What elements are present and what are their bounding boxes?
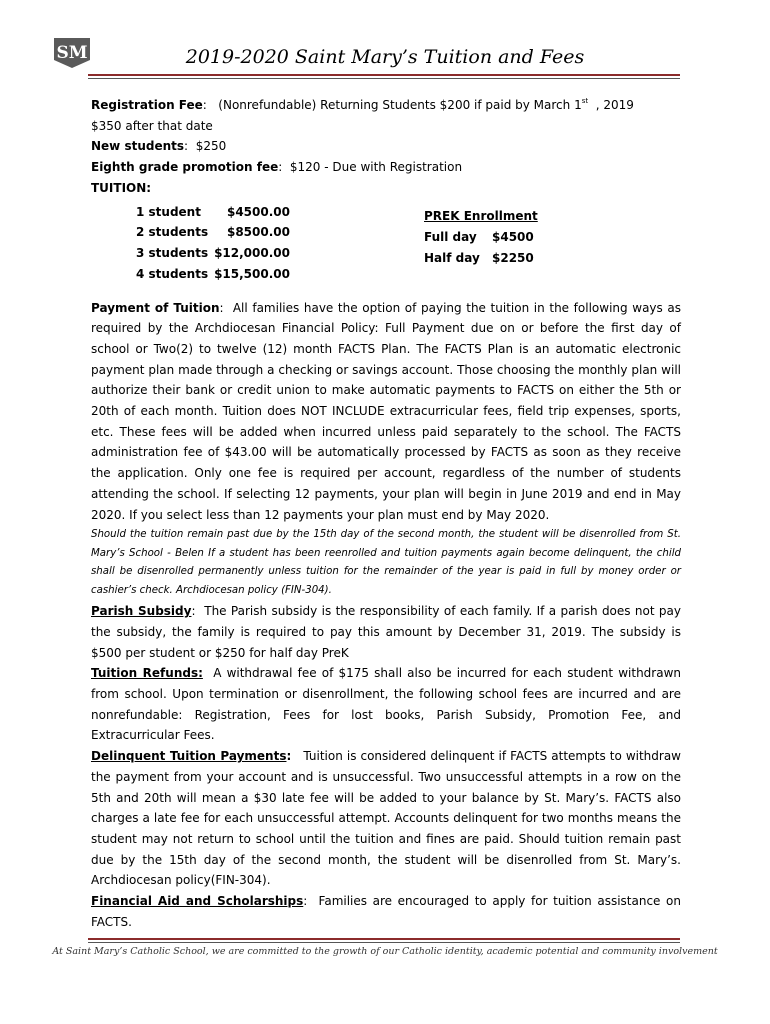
tuition-table	[136, 202, 290, 285]
eighth-grade-line: Eighth grade promotion fee: $120 - Due with Registration	[91, 160, 463, 175]
tuition-row: 2 students $8500.00	[136, 225, 290, 240]
new-students-label: New students	[91, 139, 185, 154]
refunds-label: Tuition Refunds:	[91, 666, 203, 681]
registration-fee-sup: st	[581, 97, 589, 105]
footer-rule	[88, 938, 680, 943]
tuition-refunds	[91, 663, 681, 746]
tuition-row: 3 students $12,000.00	[136, 245, 290, 260]
prek-enrollment	[424, 206, 538, 269]
logo-initials: SM	[56, 43, 88, 63]
document-body	[91, 95, 681, 933]
registration-fee-year: , 2019	[595, 98, 634, 112]
registration-fee-text: (Nonrefundable) Returning Students $200 if paid by March 1	[218, 98, 582, 112]
prek-row: Full day $4500	[424, 229, 534, 244]
payment-label: Payment of Tuition	[91, 300, 220, 315]
financial-aid: Financial Aid and Scholarships: Families are encouraged to apply for tuition assistance on FACTS.	[91, 894, 681, 929]
page-title: 2019-2020 Saint Mary’s Tuition and Fees	[185, 46, 585, 68]
delinquent-label: Delinquent Tuition Payments	[91, 749, 287, 764]
tuition-heading: TUITION:	[91, 180, 152, 195]
refunds-text: A withdrawal fee of $175 shall also be incurred for each student withdrawn from school. Upon termination or disenrollment, the following school fees are incurred and are nonrefundable: Registration, Fees for lost books, Parish Subsidy, Promotion Fee, and Extracurricular Fees.	[91, 666, 682, 743]
parish-label: Parish Subsidy	[91, 604, 192, 619]
eighth-grade-fee: $120 - Due with Registration	[289, 160, 463, 175]
header-rule	[88, 74, 680, 79]
prek-heading: PREK Enrollment	[424, 208, 538, 223]
footer-mission: At Saint Mary’s Catholic School, we are committed to the growth of our Catholic identity, academic potential and community involvement	[52, 946, 718, 957]
disenrollment-note: Should the tuition remain past due by the 15th day of the second month, the student will be disenrolled from St. Mary’s School - Belen If a student has been reenrolled and tuition payments again become delinquent, the child shall be disenrolled permanently unless tuition for the remainder of the year is paid in full by money order or cashier’s check. Archdiocesan policy (FIN-304).	[91, 529, 681, 596]
tuition-section	[91, 202, 681, 288]
delinquent-payments: Delinquent Tuition Payments: Tuition is considered delinquent if FACTS attempts to withdraw the payment from your account and is unsuccessful. Two unsuccessful attempts in a row on the 5th and 20th will mean a $30 late fee will be added to your balance by St. Mary’s. FACTS also charges a late fee for each unsuccessful attempt. Accounts delinquent for two months means the student may not return to school until the tuition and fines are paid. Should tuition remain past due by the 15th day of the second month, the student will be disenrolled from St. Mary’s. Archdiocesan policy(FIN-304).	[91, 749, 681, 888]
prek-row: Half day $2250	[424, 250, 534, 265]
parish-subsidy: Parish Subsidy: The Parish subsidy is the responsibility of each family. If a parish does not pay the subsidy, the family is required to pay this amount by December 31, 2019. The subsidy is $500 per student or $250 for half day PreK	[91, 604, 681, 660]
new-students-line: New students: $250	[91, 139, 227, 154]
registration-fee-line: Registration Fee: (Nonrefundable) Returning Students $200 if paid by March 1st , 2019	[91, 97, 634, 112]
eighth-grade-label: Eighth grade promotion fee	[91, 160, 279, 175]
parish-text: The Parish subsidy is the responsibility of each family. If a parish does not pay the subsidy, the family is required to pay this amount by December 31, 2019. The subsidy is $500 per student or $250 for half day PreK	[91, 604, 681, 660]
registration-fee-label: Registration Fee	[91, 98, 203, 112]
new-students-fee: $250	[195, 139, 227, 154]
delinquent-text: Tuition is considered delinquent if FACTS attempts to withdraw the payment from your account and is unsuccessful. Two unsuccessful attempts in a row on the 5th and 20th will mean a $30 late fee will be added to your balance by St. Mary’s. FACTS also charges a late fee for each unsuccessful attempt. Accounts delinquent for two months means the student may not return to school until the tuition and fines are paid. Should tuition remain past due by the 15th day of the second month, the student will be disenrolled from St. Mary’s. Archdiocesan policy(FIN-304).	[91, 749, 681, 888]
tuition-row: 1 student $4500.00	[136, 204, 290, 219]
registration-late-fee: $350 after that date	[91, 118, 213, 133]
payment-text: All families have the option of paying the tuition in the following ways as required by the Archdiocesan Financial Policy: Full Payment due on or before the first day of school or Two(2) to twelve (12) month FACTS Plan. The FACTS Plan is an automatic electronic payment plan made through a checking or savings account. Those choosing the monthly plan will authorize their bank or credit union to make automatic payments to FACTS on either the 5th or 20th of each month. Tuition does NOT INCLUDE extracurricular fees, field trip expenses, sports, etc. These fees will be added when incurred unless paid separately to the school. The FACTS administration fee of $43.00 will be automatically processed by FACTS as soon as they receive the application. Only one fee is required per account, regardless of the number of students attending the school. If selecting 12 payments, your plan will begin in June 2019 and end in May 2020. If you select less than 12 payments your plan must end by May 2020.	[91, 300, 682, 522]
payment-of-tuition: Payment of Tuition: All families have the option of paying the tuition in the following ways as required by the Archdiocesan Financial Policy: Full Payment due on or before the first day of school or Two(2) to twelve (12) month FACTS Plan. The FACTS Plan is an automatic electronic payment plan made through a checking or savings account. Those choosing the monthly plan will authorize their bank or credit union to make automatic payments to FACTS on either the 5th or 20th of each month. Tuition does NOT INCLUDE extracurricular fees, field trip expenses, sports, etc. These fees will be added when incurred unless paid separately to the school. The FACTS administration fee of $43.00 will be automatically processed by FACTS as soon as they receive the application. Only one fee is required per account, regardless of the number of students attending the school. If selecting 12 payments, your plan will begin in June 2019 and end in May 2020. If you select less than 12 payments your plan must end by May 2020.	[91, 300, 682, 522]
aid-label: Financial Aid and Scholarships	[91, 894, 304, 909]
aid-text: Families are encouraged to apply for tuition assistance on FACTS.	[91, 894, 681, 929]
tuition-row: 4 students $15,500.00	[136, 266, 290, 281]
